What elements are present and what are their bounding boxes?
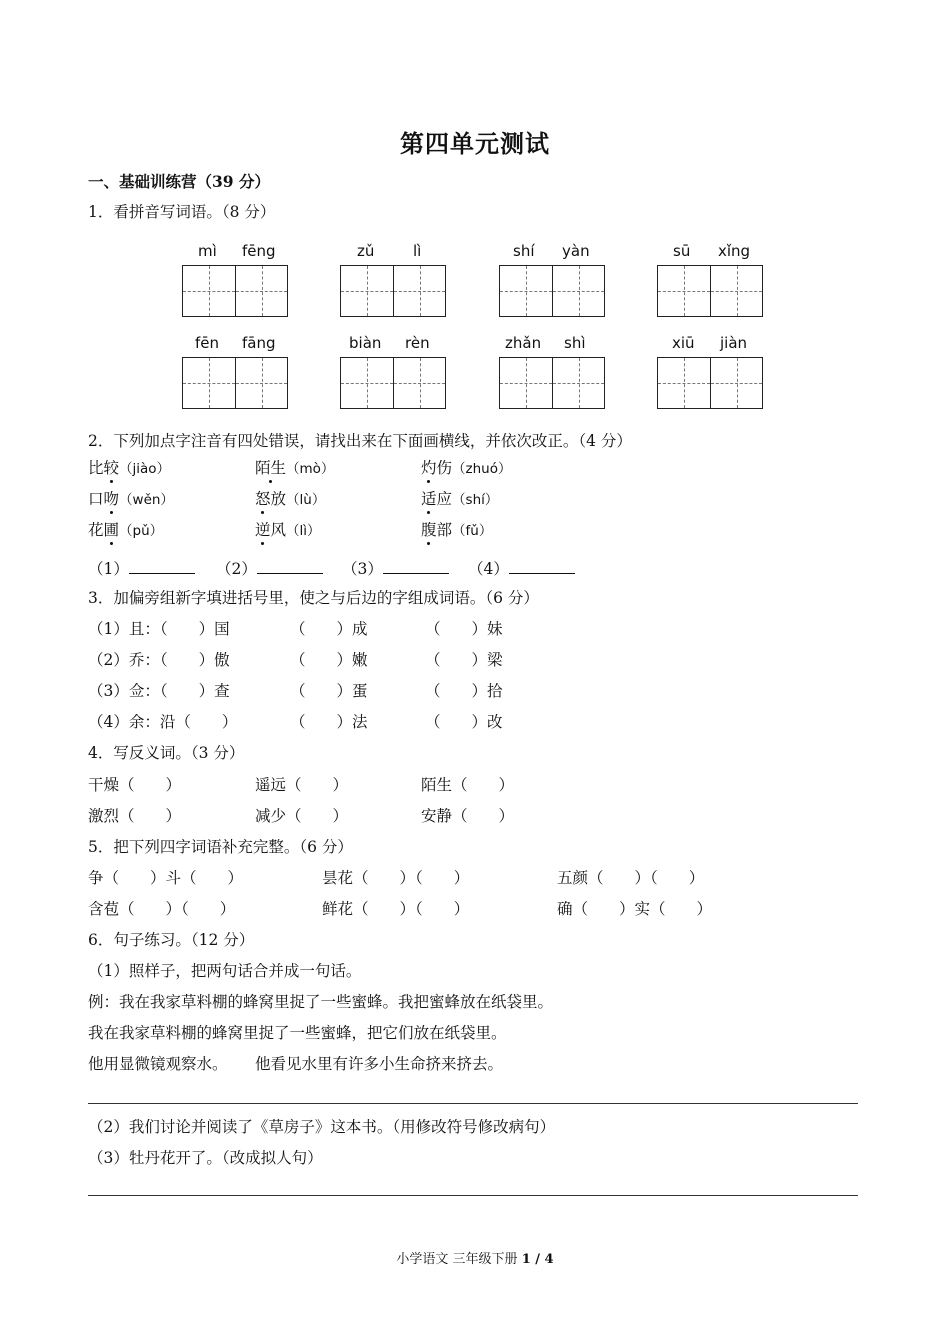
question-6-prompt: 6．句子练习。（12 分） xyxy=(88,931,255,949)
idiom-item[interactable]: 确（ ）实（ ） xyxy=(557,900,713,918)
writing-grid[interactable] xyxy=(340,265,446,317)
antonym-item[interactable]: 陌生（ ） xyxy=(421,776,515,794)
pinyin-item: 腹部（fǔ） xyxy=(421,521,493,539)
pinyin-item: 陌生（mò） xyxy=(255,459,335,477)
pinyin-label: rèn xyxy=(405,334,430,352)
idiom-item[interactable]: 争（ ）斗（ ） xyxy=(88,869,244,887)
fill-row[interactable]: （ ）法 xyxy=(290,713,368,731)
pinyin-label: lì xyxy=(413,242,422,260)
footer-subject: 小学语文 三年级下册 xyxy=(396,1252,522,1267)
answer-blank[interactable]: （1） xyxy=(88,557,195,579)
pinyin-label: sū xyxy=(673,242,691,260)
writing-grid[interactable] xyxy=(340,357,446,409)
fill-row[interactable]: （ ）改 xyxy=(425,713,503,731)
writing-grid[interactable] xyxy=(657,265,763,317)
pinyin-label: shí xyxy=(513,242,535,260)
idiom-item[interactable]: 昙花（ ）（ ） xyxy=(322,869,470,887)
pinyin-item: 怒放（lù） xyxy=(255,490,326,508)
section-heading: 一、基础训练营（39 分） xyxy=(88,172,270,191)
writing-grid[interactable] xyxy=(499,357,605,409)
fill-row[interactable]: （ ）蛋 xyxy=(290,682,368,700)
pinyin-label: jiàn xyxy=(720,334,748,352)
pinyin-label: xiū xyxy=(672,334,695,352)
pinyin-item: 口吻（wěn） xyxy=(88,490,174,508)
pinyin-label: fāng xyxy=(242,334,276,352)
pinyin-label: zhǎn xyxy=(505,334,542,352)
idiom-item[interactable]: 鲜花（ ）（ ） xyxy=(322,900,470,918)
pinyin-label: xǐng xyxy=(718,242,751,260)
fill-row[interactable]: （4）余：沿（ ） xyxy=(88,713,238,731)
antonym-item[interactable]: 减少（ ） xyxy=(255,807,349,825)
page-footer xyxy=(0,1248,950,1267)
fill-row[interactable]: （3）佥：（ ）查 xyxy=(88,682,230,700)
pinyin-label: biàn xyxy=(349,334,382,352)
question-3-prompt: 3．加偏旁组新字填进括号里，使之与后边的字组成词语。（6 分） xyxy=(88,589,539,607)
fill-row[interactable]: （ ）成 xyxy=(290,620,368,638)
writing-grid[interactable] xyxy=(657,357,763,409)
pinyin-label: shì xyxy=(564,334,586,352)
fill-row[interactable]: （ ）嫩 xyxy=(290,651,368,669)
pinyin-label: mì xyxy=(198,242,217,260)
page-number: 1 / 4 xyxy=(521,1252,554,1267)
antonym-item[interactable]: 激烈（ ） xyxy=(88,807,182,825)
question-5-prompt: 5．把下列四字词语补充完整。（6 分） xyxy=(88,838,353,856)
fill-row[interactable]: （2）乔：（ ）傲 xyxy=(88,651,230,669)
antonym-item[interactable]: 干燥（ ） xyxy=(88,776,182,794)
antonym-item[interactable]: 安静（ ） xyxy=(421,807,515,825)
pinyin-label: yàn xyxy=(562,242,590,260)
pinyin-item: 灼伤（zhuó） xyxy=(421,459,512,477)
task-sentence-a: 他用显微镜观察水。 xyxy=(88,1055,228,1073)
fill-row[interactable]: （ ）妹 xyxy=(425,620,503,638)
page-title: 第四单元测试 xyxy=(400,129,550,158)
example-sentence: 例：我在我家草料棚的蜂窝里捉了一些蜜蜂。我把蜜蜂放在纸袋里。 xyxy=(88,993,554,1011)
task-sentence-b: 他看见水里有许多小生命挤来挤去。 xyxy=(255,1055,504,1073)
pinyin-item: 逆风（lì） xyxy=(255,521,321,539)
answer-line[interactable] xyxy=(88,1195,858,1196)
answer-blank[interactable]: （2） xyxy=(216,557,323,579)
sub-question-2: （2）我们讨论并阅读了《草房子》这本书。（用修改符号修改病句） xyxy=(88,1118,556,1136)
pinyin-item: 花圃（pǔ） xyxy=(88,521,164,539)
answer-blank[interactable]: （3） xyxy=(342,557,449,579)
fill-row[interactable]: （ ）梁 xyxy=(425,651,503,669)
fill-row[interactable]: （ ）拾 xyxy=(425,682,503,700)
pinyin-item: 比较（jiào） xyxy=(88,459,171,477)
question-1-prompt: 1．看拼音写词语。（8 分） xyxy=(88,203,276,221)
pinyin-label: fēn xyxy=(195,334,220,352)
pinyin-label: fēng xyxy=(242,242,276,260)
answer-line[interactable] xyxy=(88,1103,858,1104)
idiom-item[interactable]: 五颜（ ）（ ） xyxy=(557,869,705,887)
question-4-prompt: 4．写反义词。（3 分） xyxy=(88,744,245,762)
sub-question-1: （1）照样子，把两句话合并成一句话。 xyxy=(88,962,362,980)
writing-grid[interactable] xyxy=(182,357,288,409)
pinyin-item: 适应（shí） xyxy=(421,490,499,508)
question-2-prompt: 2．下列加点字注音有四处错误，请找出来在下面画横线，并依次改正。（4 分） xyxy=(88,432,632,450)
writing-grid[interactable] xyxy=(182,265,288,317)
sub-question-3: （3）牡丹花开了。（改成拟人句） xyxy=(88,1149,323,1167)
writing-grid[interactable] xyxy=(499,265,605,317)
example-answer: 我在我家草料棚的蜂窝里捉了一些蜜蜂，把它们放在纸袋里。 xyxy=(88,1024,507,1042)
answer-blank[interactable]: （4） xyxy=(468,557,575,579)
antonym-item[interactable]: 遥远（ ） xyxy=(255,776,349,794)
fill-row[interactable]: （1）且：（ ）国 xyxy=(88,620,230,638)
idiom-item[interactable]: 含苞（ ）（ ） xyxy=(88,900,236,918)
pinyin-label: zǔ xyxy=(357,242,375,260)
